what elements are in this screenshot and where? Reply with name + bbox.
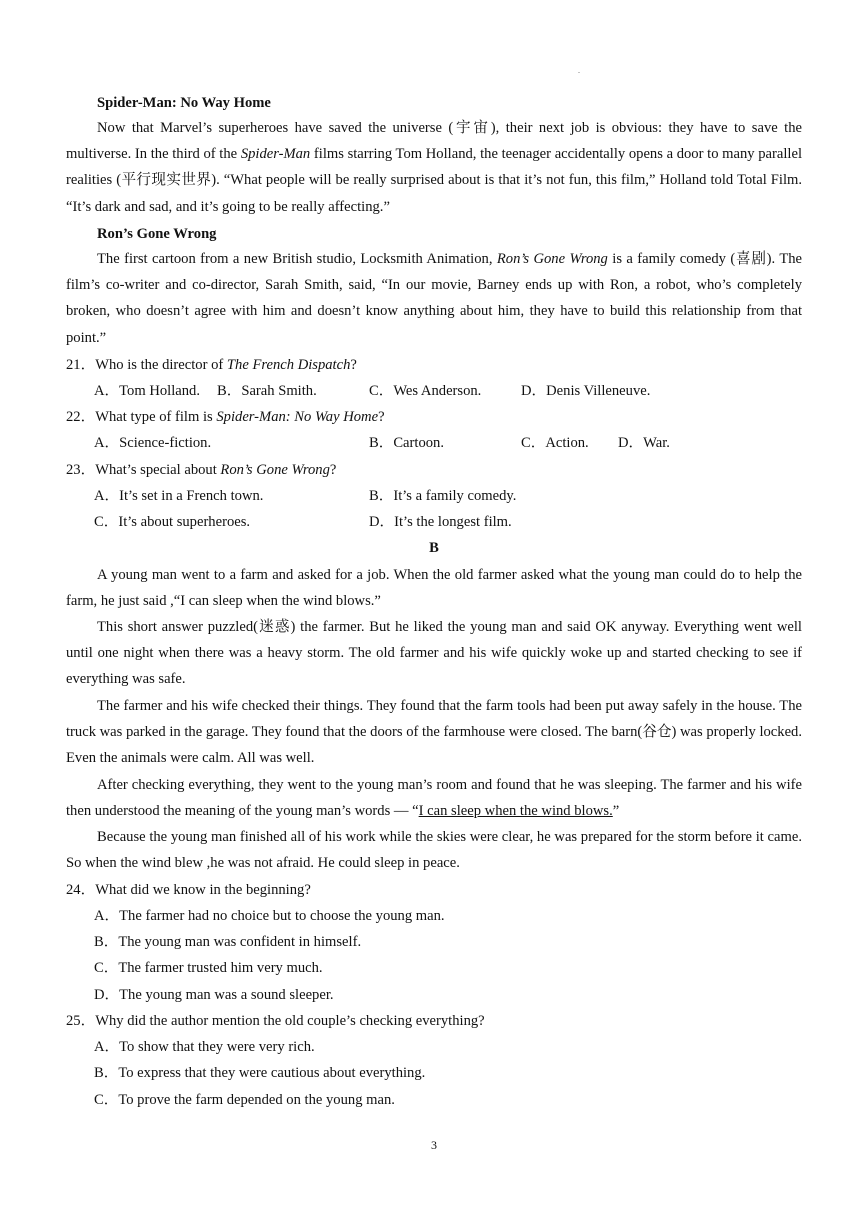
question-24: 24．What did we know in the beginning?: [66, 882, 311, 898]
question-text: ?: [378, 409, 385, 425]
page-number: 3: [431, 1138, 437, 1152]
corner-dot-mark: .: [578, 66, 580, 75]
passage-b-paragraph-5: Because the young man finished all of his work while the skies were clear, he was prepared for the storm before it came. So when the wind blew ,he was not afraid. He could sleep in peace.: [66, 829, 802, 872]
desc-text: Now that Marvel’s superheroes have saved the universe (宇宙), their next job is obvious: they have to save the multiverse. In the third of the: [66, 120, 802, 163]
option-21-c: C．Wes Anderson.: [369, 383, 482, 399]
passage-b-paragraph-3: The farmer and his wife checked their things. They found that the farm tools had been put away safely in the house. The truck was parked in the garage. They found that the doors of the farmhouse were closed. The barn(谷仓) was properly locked. Even the animals were calm. All was well.: [66, 698, 802, 767]
passage-b-paragraph-2: This short answer puzzled(迷惑) the farmer. But he liked the young man and said OK anyway. Everything went well until one night when there was a heavy storm. The old farmer and his wife quickly woke up and started checking to see if everything was safe.: [66, 619, 802, 688]
question-25: 25．Why did the author mention the old couple’s checking everything?: [66, 1013, 485, 1029]
desc-text: films starring Tom Holland, the teenager accidentally opens a door to many parallel realities (平行现实世界). “What people will be really surprised about is that it’s not fun, this film,” Holland told Total Film. “It’s dark and sad, and it’s going to be really affecting.”: [66, 146, 802, 215]
option-21-b: B．Sarah Smith.: [217, 383, 317, 399]
film-title-rons-gone-wrong: Ron’s Gone Wrong: [97, 226, 217, 242]
option-23-a: A．It’s set in a French town.: [94, 488, 264, 504]
option-24-c: C．The farmer trusted him very much.: [94, 960, 323, 976]
option-24-b: B．The young man was confident in himself.: [94, 934, 362, 950]
question-text: ?: [350, 357, 357, 373]
option-24-a: A．The farmer had no choice but to choose the young man.: [94, 908, 445, 924]
option-22-d: D．War.: [618, 435, 670, 451]
desc-italic-title: Spider-Man: [240, 146, 311, 163]
question-text: 22．What type of film is: [66, 409, 217, 425]
question-text: 23．What’s special about: [66, 462, 221, 478]
passage-b-paragraph-4: [66, 772, 802, 824]
paragraph-text: ”: [612, 803, 620, 820]
section-b-label: B: [429, 540, 439, 556]
underlined-quote: I can sleep when the wind blows.: [418, 803, 613, 820]
option-22-c: C．Action.: [521, 435, 589, 451]
film-title-spider-man: Spider-Man: No Way Home: [97, 95, 271, 111]
question-21: [66, 356, 357, 374]
option-25-b: B．To express that they were cautious about everything.: [94, 1065, 426, 1081]
option-25-a: A．To show that they were very rich.: [94, 1039, 315, 1055]
option-23-c: C．It’s about superheroes.: [94, 514, 251, 530]
question-italic: Ron’s Gone Wrong: [220, 462, 330, 478]
option-22-a: A．Science-fiction.: [94, 435, 212, 451]
option-23-d: D．It’s the longest film.: [369, 514, 512, 530]
option-21-a: A．Tom Holland.: [94, 383, 200, 399]
question-22: [66, 408, 385, 426]
question-text: 21．Who is the director of: [66, 357, 227, 373]
option-23-b: B．It’s a family comedy.: [369, 488, 517, 504]
paragraph-text: After checking everything, they went to the young man’s room and found that he was sleeping. The farmer and his wife then understood the meaning of the young man’s words — “: [66, 777, 802, 820]
question-23: [66, 461, 336, 479]
question-text: ?: [329, 462, 337, 478]
question-italic: The French Dispatch: [226, 357, 351, 373]
passage-b-paragraph-1: A young man went to a farm and asked for a job. When the old farmer asked what the young man could do to help the farm, he just said ,“I can sleep when the wind blows.”: [66, 567, 802, 610]
question-italic: Spider-Man: No Way Home: [216, 409, 379, 425]
option-22-b: B．Cartoon.: [369, 435, 444, 451]
desc-italic-title: Ron’s Gone Wrong: [496, 251, 608, 267]
option-24-d: D．The young man was a sound sleeper.: [94, 987, 334, 1003]
film-description-spider-man: [66, 115, 802, 220]
film-description-rons-gone-wrong: [66, 246, 802, 351]
desc-text: The first cartoon from a new British studio, Locksmith Animation,: [97, 251, 497, 267]
desc-text: is a family comedy (喜剧). The film’s co-writer and co-director, Sarah Smith, said, “In our movie, Barney ends up with Ron, a robot, who’s completely broken, who doesn’t agree with him and doesn’t know anything about him, they have to build this relationship from that point.”: [66, 251, 803, 346]
option-21-d: D．Denis Villeneuve.: [521, 383, 651, 399]
option-25-c: C．To prove the farm depended on the young man.: [94, 1092, 395, 1108]
